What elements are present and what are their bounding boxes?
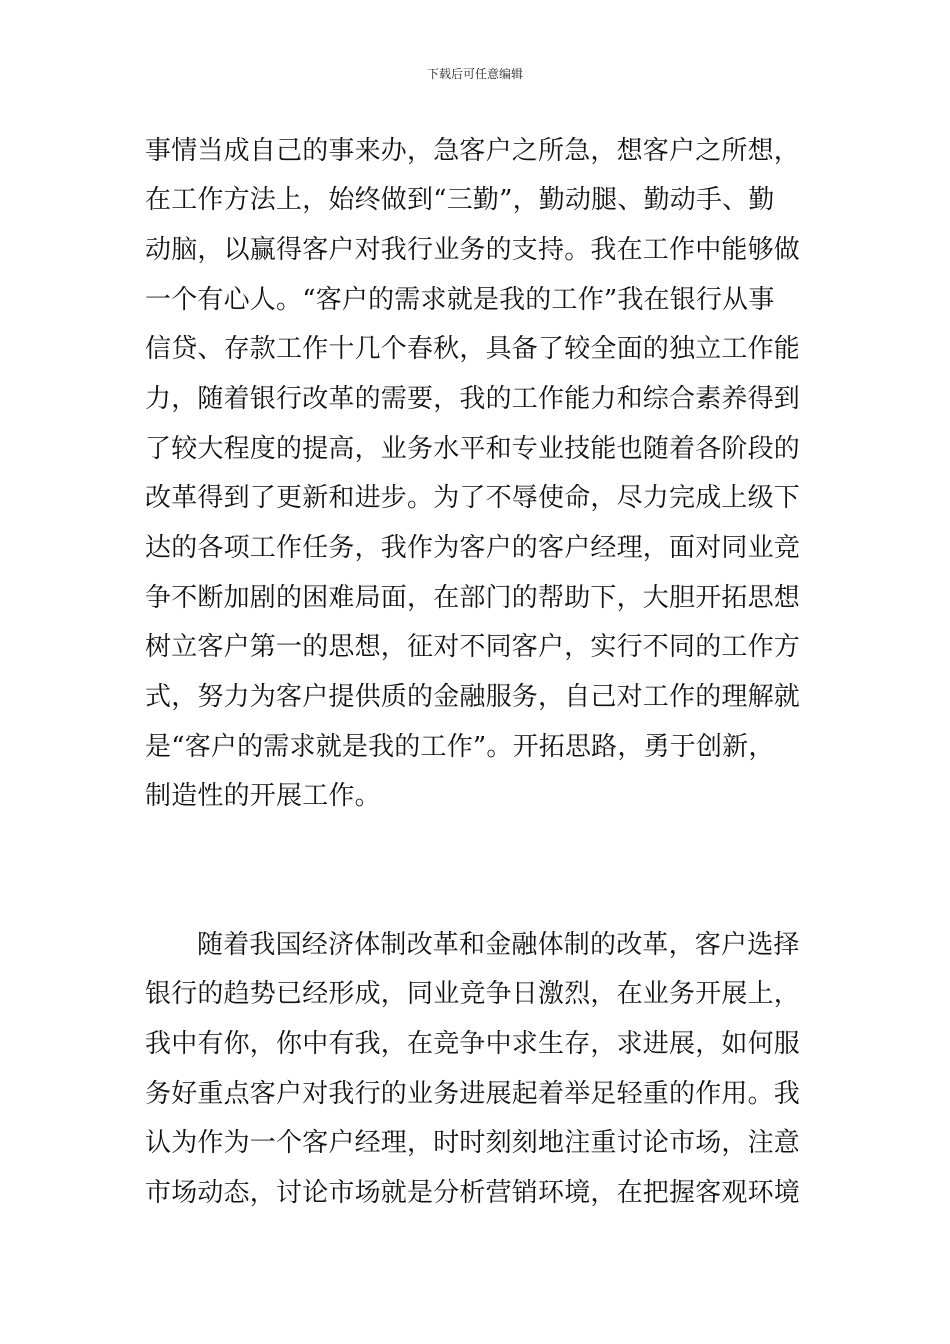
text-line: 随着我国经济体制改革和金融体制的改革，客户选择 [197,930,800,960]
page-header-note: 下载后可任意编辑 [426,67,523,81]
text-line: 我中有你，你中有我，在竞争中求生存，求进展，如何服 [145,1029,801,1059]
text-line: 式，努力为客户提供质的金融服务，自己对工作的理解就 [145,682,801,712]
text-line: 力，随着银行改革的需要，我的工作能力和综合素养得到 [145,384,801,414]
text-line: 认为作为一个客户经理，时时刻刻地注重讨论市场，注意 [145,1128,801,1158]
text-line: 制造性的开展工作。 [145,781,381,811]
text-line: 信贷、存款工作十几个春秋，具备了较全面的独立工作能 [145,334,801,364]
text-line: 动脑，以赢得客户对我行业务的支持。我在工作中能够做 [145,235,801,265]
text-line: 树立客户第一的思想，征对不同客户，实行不同的工作方 [145,632,801,662]
text-line: 事情当成自己的事来办，急客户之所急，想客户之所想， [145,136,801,166]
text-line: 达的各项工作任务，我作为客户的客户经理，面对同业竞 [145,533,801,563]
text-line: 一个有心人。“客户的需求就是我的工作”我在银行从事 [145,285,775,315]
text-line: 务好重点客户对我行的业务进展起着举足轻重的作用。我 [145,1079,801,1109]
text-line: 是“客户的需求就是我的工作”。开拓思路，勇于创新， [145,732,775,762]
text-line: 银行的趋势已经形成，同业竞争日激烈，在业务开展上， [145,979,801,1009]
text-line: 市场动态，讨论市场就是分析营销环境，在把握客观环境 [145,1178,801,1208]
text-line: 争不断加剧的困难局面，在部门的帮助下，大胆开拓思想 [145,583,801,613]
text-line: 改革得到了更新和进步。为了不辱使命，尽力完成上级下 [145,483,801,513]
text-line: 了较大程度的提高，业务水平和专业技能也随着各阶段的 [145,434,801,464]
text-line: 在工作方法上，始终做到“三勤”，勤动腿、勤动手、勤 [145,185,775,215]
